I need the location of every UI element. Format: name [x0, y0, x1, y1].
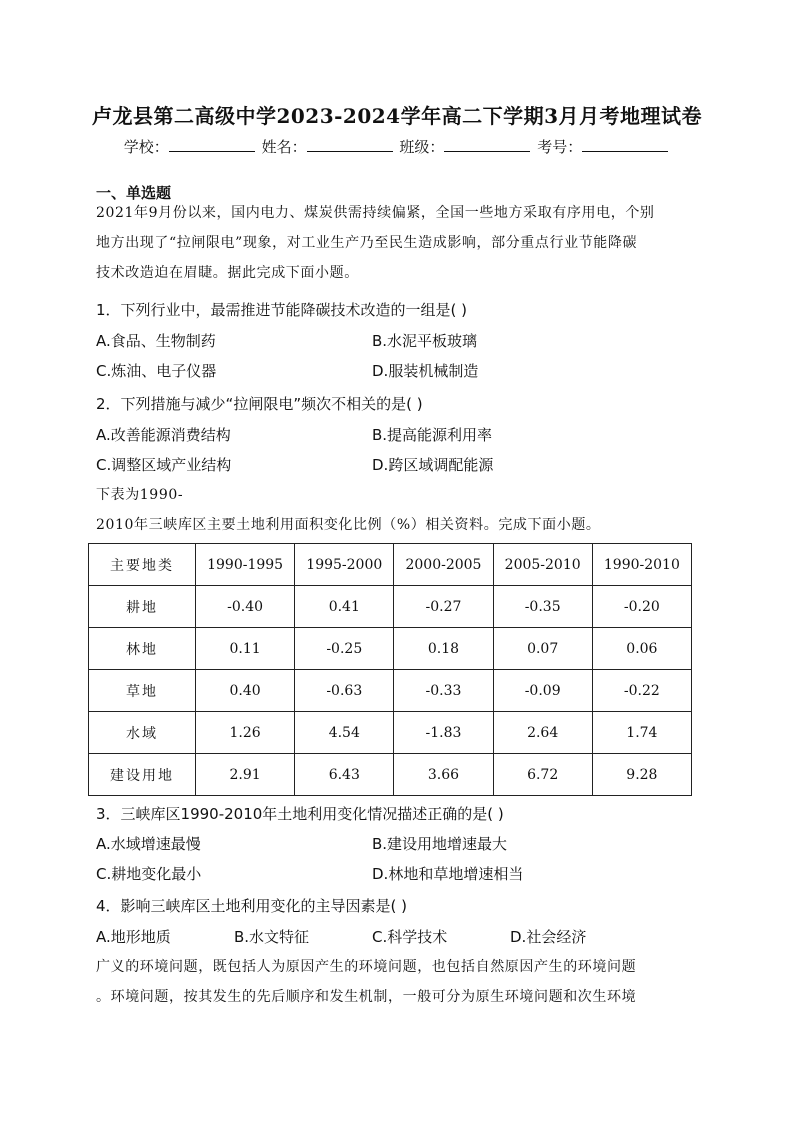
table-cell: 1.26 — [196, 712, 295, 754]
q1-option-d[interactable]: D.服装机械制造 — [372, 362, 479, 380]
class-label: 班级： — [399, 138, 445, 156]
table-header-row — [89, 544, 692, 586]
table-cell: 1.74 — [592, 712, 691, 754]
name-blank[interactable] — [307, 137, 393, 152]
passage-line: 。环境问题，按其发生的先后顺序和发生机制，一般可分为原生环境问题和次生环境 — [96, 989, 637, 1005]
table-cell: -0.25 — [295, 628, 394, 670]
q3-option-a[interactable]: A.水域增速最慢 — [96, 835, 201, 853]
passage-line: 2010年三峡库区主要土地利用面积变化比例（%）相关资料。完成下面小题。 — [96, 517, 601, 533]
table-row — [89, 586, 692, 628]
row-label: 草地 — [89, 670, 196, 712]
question-2-stem: 2．下列措施与减少“拉闸限电”频次不相关的是( ) — [96, 395, 423, 413]
row-label: 耕地 — [89, 586, 196, 628]
header-cell: 2000-2005 — [394, 544, 493, 586]
q3-option-d[interactable]: D.林地和草地增速相当 — [372, 865, 524, 883]
table-cell: -0.40 — [196, 586, 295, 628]
passage-line: 技术改造迫在眉睫。据此完成下面小题。 — [96, 265, 359, 281]
table-cell: -0.63 — [295, 670, 394, 712]
number-label: 考号： — [537, 138, 583, 156]
table-cell: 6.72 — [493, 754, 592, 796]
header-cell: 主要地类 — [89, 544, 196, 586]
table-cell: 3.66 — [394, 754, 493, 796]
table-row — [89, 754, 692, 796]
question-3-stem: 3．三峡库区1990-2010年土地利用变化情况描述正确的是( ) — [96, 805, 504, 823]
name-label: 姓名： — [261, 138, 307, 156]
passage-line: 2021年9月份以来，国内电力、煤炭供需持续偏紧，全国一些地方采取有序用电，个别 — [96, 205, 655, 221]
passage-electricity — [96, 198, 696, 288]
table-cell: 0.18 — [394, 628, 493, 670]
row-label: 水域 — [89, 712, 196, 754]
passage-line: 下表为1990- — [96, 487, 184, 503]
q1-option-c[interactable]: C.炼油、电子仪器 — [96, 362, 217, 380]
table-cell: -0.27 — [394, 586, 493, 628]
table-cell: 0.11 — [196, 628, 295, 670]
school-blank[interactable] — [169, 137, 255, 152]
class-blank[interactable] — [444, 137, 530, 152]
q2-option-b[interactable]: B.提高能源利用率 — [372, 426, 493, 444]
table-cell: 0.06 — [592, 628, 691, 670]
exam-title: 卢龙县第二高级中学2023-2024学年高二下学期3月月考地理试卷 — [91, 104, 703, 128]
table-cell: -0.33 — [394, 670, 493, 712]
student-info-line — [0, 136, 794, 157]
table-row — [89, 670, 692, 712]
school-label: 学校： — [123, 138, 169, 156]
table-cell: 0.41 — [295, 586, 394, 628]
header-cell: 1995-2000 — [295, 544, 394, 586]
table-cell: -0.22 — [592, 670, 691, 712]
header-cell: 2005-2010 — [493, 544, 592, 586]
question-4-stem: 4．影响三峡库区土地利用变化的主导因素是( ) — [96, 897, 408, 915]
passage-line: 广义的环境问题，既包括人为原因产生的环境问题，也包括自然原因产生的环境问题 — [96, 959, 637, 975]
table-cell: -0.20 — [592, 586, 691, 628]
q4-option-c[interactable]: C.科学技术 — [372, 928, 448, 946]
table-row — [89, 628, 692, 670]
passage-environment — [96, 952, 696, 1012]
table-cell: 9.28 — [592, 754, 691, 796]
q4-option-b[interactable]: B.水文特征 — [234, 928, 310, 946]
q2-option-a[interactable]: A.改善能源消费结构 — [96, 426, 231, 444]
table-cell: 2.91 — [196, 754, 295, 796]
row-label: 林地 — [89, 628, 196, 670]
question-1-stem: 1．下列行业中，最需推进节能降碳技术改造的一组是( ) — [96, 301, 468, 319]
table-cell: -0.35 — [493, 586, 592, 628]
passage-land-use — [96, 480, 696, 540]
q4-option-d[interactable]: D.社会经济 — [510, 928, 587, 946]
number-blank[interactable] — [582, 137, 668, 152]
table-cell: 0.07 — [493, 628, 592, 670]
q3-option-b[interactable]: B.建设用地增速最大 — [372, 835, 508, 853]
table-cell: 0.40 — [196, 670, 295, 712]
table-row — [89, 712, 692, 754]
table-cell: 2.64 — [493, 712, 592, 754]
q1-option-a[interactable]: A.食品、生物制药 — [96, 332, 216, 350]
q2-option-d[interactable]: D.跨区域调配能源 — [372, 456, 494, 474]
land-use-table-wrap — [88, 543, 692, 796]
q4-option-a[interactable]: A.地形地质 — [96, 928, 171, 946]
land-use-table — [88, 543, 692, 796]
header-cell: 1990-2010 — [592, 544, 691, 586]
passage-line: 地方出现了“拉闸限电”现象，对工业生产乃至民生造成影响，部分重点行业节能降碳 — [96, 235, 638, 251]
table-cell: 6.43 — [295, 754, 394, 796]
table-cell: 4.54 — [295, 712, 394, 754]
section-heading: 一、单选题 — [96, 184, 172, 202]
row-label: 建设用地 — [89, 754, 196, 796]
header-cell: 1990-1995 — [196, 544, 295, 586]
table-cell: -1.83 — [394, 712, 493, 754]
table-cell: -0.09 — [493, 670, 592, 712]
q3-option-c[interactable]: C.耕地变化最小 — [96, 865, 202, 883]
q2-option-c[interactable]: C.调整区域产业结构 — [96, 456, 232, 474]
q1-option-b[interactable]: B.水泥平板玻璃 — [372, 332, 478, 350]
